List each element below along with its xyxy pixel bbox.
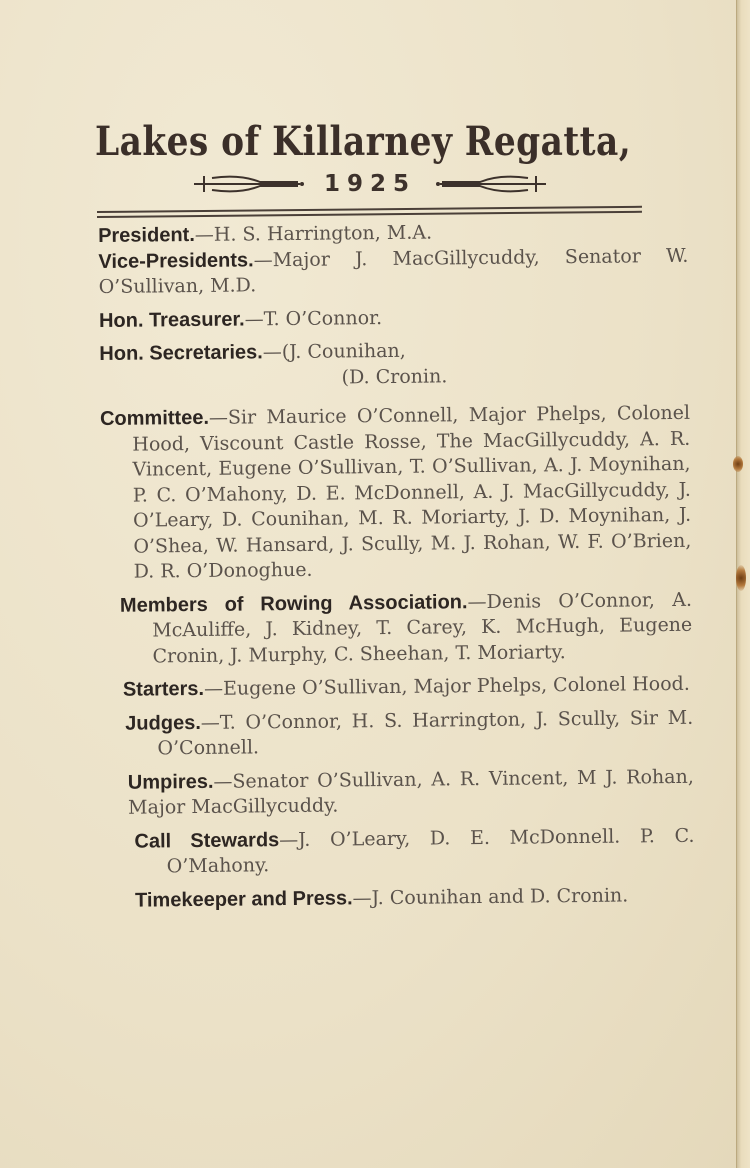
entry-text: Eugene O’Sullivan, Major Phelps, Colonel Hood. <box>222 672 690 700</box>
officers-list <box>98 218 695 922</box>
entry-text: H. S. Harrington, M.A. <box>213 221 433 246</box>
entry-label: Vice-Presidents. <box>98 248 254 273</box>
left-flourish-icon <box>190 172 310 196</box>
entry-label: President. <box>98 223 195 247</box>
entry-text: T. O’Connor, H. S. Harrington, J. Scully, Sir M. O’Connell. <box>157 706 694 760</box>
entry-text: T. O’Connor. <box>263 306 383 330</box>
entry-label: Timekeeper and Press. <box>134 886 353 912</box>
entry-text: J. Counihan and D. Cronin. <box>371 883 629 909</box>
entry-text-secondary: (D. Cronin. <box>341 364 448 388</box>
entry-text: Major J. MacGillycuddy, Senator W. O’Sullivan, M.D. <box>98 244 689 298</box>
entry-text: (J. Counihan, <box>281 339 406 364</box>
stain-mark <box>733 456 743 472</box>
entry-label: Members of Rowing Association. <box>119 590 468 617</box>
entry-label: Starters. <box>122 677 205 701</box>
page-title: Lakes of Killarney Regatta, <box>95 118 632 165</box>
entry-starters: Starters.—Eugene O’Sullivan, Major Phelps, Colonel Hood. <box>122 672 690 701</box>
entry-committee: Committee.—Sir Maurice O’Connell, Major Phelps, Colonel Hood, Viscount Castle Rosse, The MacGillycuddy, A. R. Vincent, Eugene O’Sullivan, T. O’Sullivan, A. J. Moynihan, P. C. O’Mahony, D. E. McDonnell, A. J. MacGillycuddy, J. O’Leary, D. Counihan, M. R. Moriarty, J. D. Moynihan, J. O’Shea, W. Hansard, J. Scully, M. J. Rohan, W. F. O’Brien, D. R. O’Donoghue. <box>99 401 692 583</box>
right-flourish-icon <box>430 172 550 196</box>
entry-text: J. O’Leary, D. E. McDonnell. P. C. O’Mahony. <box>166 824 695 878</box>
entry-president: President.—H. S. Harrington, M.A. <box>98 221 433 247</box>
entry-text: Senator O’Sullivan, A. R. Vincent, M J. Rohan, Major MacGillycuddy. <box>127 765 694 819</box>
entry-hon-secretaries: Hon. Secretaries.—(J. Counihan, (D. Cronin. <box>99 336 690 393</box>
entry-label: Hon. Secretaries. <box>99 341 263 365</box>
entry-umpires: Umpires.—Senator O’Sullivan, A. R. Vincent, M J. Rohan, Major MacGillycuddy. <box>127 765 694 819</box>
entry-judges: Judges.—T. O’Connor, H. S. Harrington, J. Scully, Sir M. O’Connell. <box>125 706 694 760</box>
year-banner <box>185 168 555 200</box>
entry-text: Denis O’Connor, A. McAuliffe, J. Kidney, T. Carey, K. McHugh, Eugene Cronin, J. Murphy, C. Sheehan, T. Moriarty. <box>152 588 693 667</box>
stain-mark <box>736 565 746 591</box>
entry-label: Judges. <box>125 711 201 735</box>
year-label: 1925 <box>323 171 416 197</box>
entry-vice-presidents: Vice-Presidents.—Major J. MacGillycuddy, Senator W. O’Sullivan, M.D. <box>98 244 689 298</box>
entry-label: Hon. Treasurer. <box>98 307 245 332</box>
entry-call-stewards: Call Stewards—J. O’Leary, D. E. McDonnell. P. C. O’Mahony. <box>134 824 695 878</box>
entry-hon-treasurer: Hon. Treasurer.—T. O’Connor. <box>98 306 383 332</box>
entry-label: Umpires. <box>127 770 214 794</box>
entry-label: Committee. <box>99 406 210 430</box>
entry-text: Sir Maurice O’Connell, Major Phelps, Colonel Hood, Viscount Castle Rosse, The MacGillycuddy, A. R. Vincent, Eugene O’Sullivan, T. O’Sullivan, A. J. Moynihan, P. C. O’Mahony, D. E. McDonnell, A. J. MacGillycuddy, J. O’Leary, D. Counihan, M. R. Moriarty, J. D. Moynihan, J. O’Shea, W. Hansard, J. Scully, M. J. Rohan, W. F. O’Brien, D. R. O’Donoghue. <box>132 401 692 583</box>
entry-label: Call Stewards <box>134 828 280 853</box>
entry-timekeeper-press: Timekeeper and Press.—J. Counihan and D. Cronin. <box>134 883 629 912</box>
entry-rowing-association: Members of Rowing Association.—Denis O’Connor, A. McAuliffe, J. Kidney, T. Carey, K. McHugh, Eugene Cronin, J. Murphy, C. Sheehan, T. Moriarty. <box>119 588 693 667</box>
